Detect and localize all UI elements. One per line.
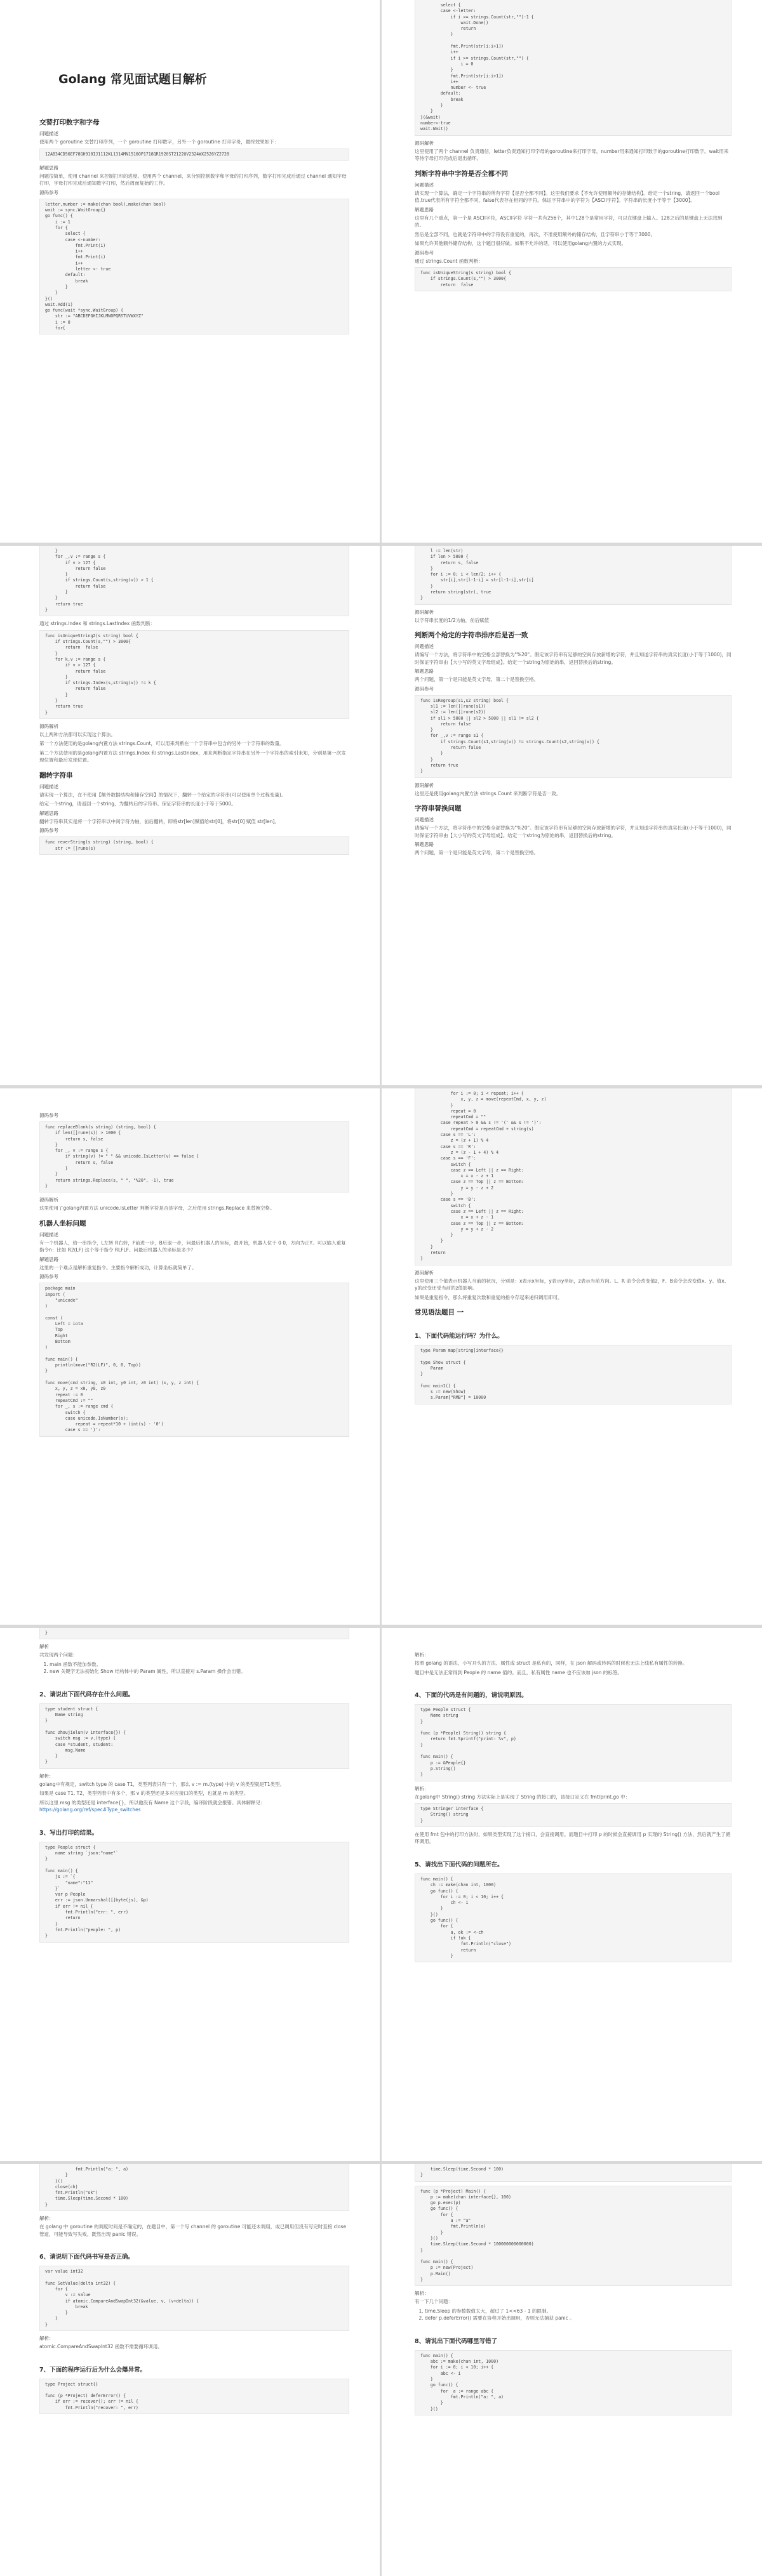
explanation-label: 源码解析 xyxy=(415,1269,434,1276)
code-block: for i := 0; i < repeat; i++ { x, y, z = move(repeatCmd, x, y, z) } repeat = 0 repeatCmd = "" case repeat > 0 && s != '(' && s != ')': repeatCmd = repeatCmd + string(s) case s == 'L': z = (z + 1) % 4 case s == 'R': z = (z - 1 + 4) % 4 case s == 'F': switch { case z == Left || z == Right: x = x - z + 1 case z == Top || z == Bottom: y = y - z + 2 } case s == 'B': switch { case z == Left || z == Right: x = x + z - 1 case z == Top || z == Bottom: y = y + z - 2 } } } return } xyxy=(415,1088,732,1265)
section-title: 判断两个给定的字符串排序后是否一致 xyxy=(415,631,528,640)
page-3 xyxy=(0,546,380,1085)
code-block: } for _,v := range s { if v > 127 { return false } if strings.Count(s,string(v)) > 1 { return false } } return true } xyxy=(39,546,349,616)
question-title: 6、请说明下面代码书写是否正确。 xyxy=(39,2254,135,2261)
explanation-text: 如果是重复指令，那么将重复次数和重复的指令存起来递归调用即可。 xyxy=(415,1294,563,1300)
list-item: 2. new 关键字无法初始化 Show 结构体中的 Param 属性，所以直接对 s.Param 操作会出错。 xyxy=(50,1668,349,1675)
code-block: letter,number := make(chan bool),make(chan bool) wait := sync.WaitGroup{} go func() { i := 1 for { select { case <-number: fmt.Print(i) i++ fmt.Print(i) i++ letter <- true default: break } } }() wait.Add(1) go func(wait *sync.WaitGroup) { str := "ABCDEFGHIJKLMNOPQRSTUVWXYZ" i := 0 for{ xyxy=(39,199,349,335)
explanation-text: 这里使用了golang内置方法 unicode.IsLetter 判断字符是否是字母，之后使用 strings.Replace 来替换空格。 xyxy=(39,1205,275,1212)
explanation-label: 源码解析 xyxy=(415,782,434,788)
code-block: type Param map[string]interface{} type Show struct { Param } func main1() { s := new(Show) s.Param["RMB"] = 10000 xyxy=(415,1345,732,1404)
code-block: func main() { abc := make(chan int, 1000) for i := 0; i < 10; i++ { abc <- i } go func() { for a := range abc { fmt.Println("a: ", a) } }() xyxy=(415,2350,732,2415)
approach-label: 解题思路 xyxy=(39,164,58,171)
page-2 xyxy=(382,0,762,543)
section-title: 机器人坐标问题 xyxy=(39,1219,86,1227)
question-title: 1、下面代码能运行吗？为什么。 xyxy=(415,1333,504,1340)
code-block: fmt.Println("a: ", a) } }() close(ch) fmt.Println("ok") time.Sleep(time.Second * 100) } xyxy=(39,2164,349,2211)
explanation-label: 解析： xyxy=(415,1785,429,1792)
explanation-label: 源码解析 xyxy=(39,1197,58,1203)
explanation-label: 解析： xyxy=(39,2335,54,2342)
code-block: func isUniqueString2(s string) bool { if strings.Count(s,"") > 3000{ return false } for k,v := range s { if v > 127 { return false } if strings.Index(s,string(v)) != k { return false } } return true } xyxy=(39,630,349,719)
page-4 xyxy=(382,546,762,1085)
section-title: 翻转字符串 xyxy=(39,771,73,779)
code-block: var value int32 func SetValue(delta int32) { for { v := value if atomic.CompareAndSwapInt32(&value, v, (v+delta)) { break } } } xyxy=(39,2266,349,2331)
question-label: 问题描述 xyxy=(39,131,58,136)
spec-link[interactable]: https://golang.org/ref/spec#Type_switches xyxy=(39,1807,141,1813)
source-label: 源码参考 xyxy=(415,685,434,692)
question-label: 问题描述 xyxy=(39,783,58,789)
code-block: func isRegroup(s1,s2 string) bool { sl1 := len([]rune(s1)) sl2 := len([]rune(s2)) if sl1 > 5000 || sl2 > 5000 || sl1 != sl2 { return false } for _,v := range s1 { if strings.Count(s1,string(v)) != strings.Count(s2,string(v)) { return false } } return true } xyxy=(415,695,732,778)
source-note: 通过 strings.Count 函数判断： xyxy=(415,258,483,264)
code-block: select { case <-letter: if i >= strings.Count(str,"")-1 { wait.Done() return } fmt.Print(str[i:i+1]) i++ if i >= strings.Count(str,"") { i = 0 } fmt.Print(str[i:i+1]) i++ number <- true default: break } } }(&wait) number<-true wait.Wait() xyxy=(415,0,732,136)
code-block: package main import ( "unicode" ) const ( Left = iota Top Right Bottom ) func main() { println(move("R2(LF)", 0, 0, Top)) } func move(cmd string, x0 int, y0 int, z0 int) (x, y, z int) { x, y, z = x0, y0, z0 repeat := 0 repeatCmd := "" for _, s := range cmd { switch { case unicode.IsNumber(s): repeat = repeat*10 + (int(s) - '0') case s == ')': xyxy=(39,1283,349,1436)
explanation-text: atomic.CompareAndSwapInt32 函数不需要循环调用。 xyxy=(39,2344,163,2350)
page-8 xyxy=(382,1628,762,2161)
explanation-label: 源码解析 xyxy=(415,609,434,615)
explanation-label: 解析 xyxy=(39,1644,49,1650)
explanation-label: 解析： xyxy=(39,1773,54,1779)
explanation-text: 题目中是无法正常得到 People 的 name 值的。而且，私有属性 name 也不应该加 json 的标签。 xyxy=(415,1669,622,1675)
question-text: 给定一个string，请返回一个string，为翻转后的字符串。保证字符串的长度小于等于5000。 xyxy=(39,801,236,807)
source-label: 源码参考 xyxy=(415,249,434,256)
approach-label: 解题思路 xyxy=(415,842,434,848)
code-block: type Project struct{} func (p *Project) deferError() { if err := recover(); err != nil { fmt.Println("recover: ", err) xyxy=(39,2379,349,2414)
explanation-text: 这里还是使用golang内置方法 strings.Count 来判断字符是否一致。 xyxy=(415,790,561,796)
explanation-label: 解析： xyxy=(39,2216,54,2222)
question-text: 使用两个 goroutine 交替打印序列，一个 goroutine 打印数字，另外一个 goroutine 打印字母，最终效果如下： xyxy=(39,139,279,145)
source-label: 源码参考 xyxy=(39,828,58,834)
explanation-text: 在golang中 String() string 方法实际上是实现了 String 的接口的，该接口定义在 fmt/print.go 中： xyxy=(415,1793,631,1800)
list-item: 2. defer p.deferError() 需要在协程开始出调用，否则无法捕获 panic 。 xyxy=(425,2315,732,2322)
explanation-text xyxy=(39,1799,349,1814)
page-5 xyxy=(0,1088,380,1625)
source-label: 源码参考 xyxy=(39,1274,58,1280)
code-block: func isUniqueString(s string) bool { if strings.Count(s,"") > 3000{ return false xyxy=(415,267,732,291)
question-title: 2、请说出下面代码存在什么问题。 xyxy=(39,1691,135,1698)
explanation-text: 在使用 fmt 包中的打印方法时，如果类型实现了这个接口，会直接调用。而题目中打印 p 的时候会直接调用 p 实现的 String() 方法，然后就产生了循环调用。 xyxy=(415,1831,731,1845)
question-label: 问题描述 xyxy=(415,644,434,650)
question-text: 请实现一个算法，确定一个字符串的所有字符【是否全都不同】。这里我们要求【不允许使用额外的存储结构】。给定一个string，请返回一个bool值,true代表所有字符全都不同，false代表存在相同的字符。保证字符串中的字符为【ASCII字符】。字符串的长度小于等于【3000】。 xyxy=(415,190,720,204)
explanation-text: 在 golang 中 goroutine 的调度时间是不确定的，在题目中，第一个写 channel 的 goroutine 可能还未调用，或已调用但没有写完时直接 close 管道，可能导致写失败，既然出现 panic 错误。 xyxy=(39,2224,346,2237)
source-label: 源码参考 xyxy=(39,189,58,195)
page-10 xyxy=(382,2164,762,2576)
list-item: 1. main 函数不能加参数。 xyxy=(50,1661,349,1668)
page-7 xyxy=(0,1628,380,2161)
section-title: 常见语法题目 一 xyxy=(415,1309,464,1317)
code-block: func reverString(s string) (string, bool) { str := []rune(s) xyxy=(39,836,349,855)
code-block: func (p *Project) Main() { p := make(chan interface{}, 100) go p.exec(p) go func() { for { a := "a" fmt.Println(a) } }() time.Sleep(time.Second * 100000000000000) } func main() { p := new(Project) p.Main() } xyxy=(415,2186,732,2287)
approach-text: 然后是全部不同，也就是字符串中的字符没有重复的，再次，不准使用额外的储存结构，且字符串小于等于3000。 xyxy=(415,231,656,237)
explanation-text: 以字符串长度的1/2为轴，前后赋值 xyxy=(415,617,490,623)
explanation-label: 源码解析 xyxy=(415,140,434,146)
code-block: type student struct { Name string } func zhoujielun(v interface{}) { switch msg := v.(type) { case *student, student: msg.Name } } xyxy=(39,1703,349,1769)
question-title: 4、下面的代码是有问题的，请说明原因。 xyxy=(415,1692,528,1699)
page-1 xyxy=(0,0,380,543)
question-title: 5、请找出下面代码的问题所在。 xyxy=(415,1861,504,1868)
approach-text: 这里的一个难点是解析重复指令。主要指令解析成功，计算坐标就简单了。 xyxy=(39,1264,197,1271)
section-title: 交替打印数字和字母 xyxy=(39,119,100,126)
approach-text: 这里有几个重点，第一个是 ASCII字符，ASCII字符 字符一共有256个，其中128个是常用字符，可以在键盘上输入。128之后的是键盘上无法找到的。 xyxy=(415,215,723,228)
approach-text: 问题很简单，使用 channel 来控制打印的进度。使用两个 channel，来分别控制数字和字母的打印序列，数字打印完成后通过 channel 通知字母打印，字母打印完成后通知数字打印，然后周而复始的工作。 xyxy=(39,173,347,187)
code-block: func replaceBlank(s string) (string, bool) { if len([]rune(s)) > 1000 { return s, false } for _, v := range s { if string(v) != " " && unicode.IsLetter(v) == false { return s, false } } return strings.Replace(s, " ", "%20", -1), true } xyxy=(39,1121,349,1192)
page-9 xyxy=(0,2164,380,2576)
question-label: 问题描述 xyxy=(415,182,434,188)
question-text: 请编写一个方法，将字符串中的空格全部替换为"%20"。假定该字符串有足够的空间存放新增的字符，并且知道字符串的真实长度(小于等于1000)，同时保证字符串由【大小写的英文字母组成】。给定一个string为原始的串，返回替换后的string。 xyxy=(415,652,732,665)
explanation-text: 这里使用三个值表示机器人当前的状况，分别是：x表示x坐标，y表示y坐标，z表示当前方向。L、R 命令会改变值z，F、B命令会改变值x、y。值x、y的改变还受当前的z值影响。 xyxy=(415,1278,730,1291)
explanation-text: 这里使用了两个 channel 负责通信，letter负责通知打印字母的goroutine来打印字母，number用来通知打印数字的goroutine打印数字。wait用来等待字母打印完成后退出循环。 xyxy=(415,148,729,162)
explanation-list xyxy=(415,2308,732,2322)
code-block: type People struct { Name string } func (p *People) String() string { return fmt.Sprintf("print: %v", p) } func main() { p := &People{} p.String() } xyxy=(415,1704,732,1781)
code-block: } xyxy=(39,1628,349,1639)
question-label: 问题描述 xyxy=(39,1231,58,1238)
approach-text: 如果允许其他额外储存结构，这个题目很好做。如果不允许的话，可以使用golang内置的方式实现。 xyxy=(415,241,627,247)
approach-label: 解题思路 xyxy=(39,1256,58,1262)
page-6 xyxy=(382,1088,762,1625)
section-title: 判断字符串中字符是否全都不同 xyxy=(415,169,508,178)
question-title: 3、写出打印的结果。 xyxy=(39,1829,98,1837)
explanation-label: 解析： xyxy=(415,2290,429,2297)
question-text: 有一个机器人，给一串指令，L左转 R右转，F前进一步，B后退一步，问最后机器人的坐标，最开始，机器人位于 0 0，方向为正Y。可以输入重复指令n：比如 R2(LF) 这个等于指令 RLFLF。问最后机器人的坐标是多少？ xyxy=(39,1239,346,1253)
explanation-text: 第二个方法使用的是golang内置方法 strings.Index 和 strings.LastIndex，用来判断指定字符串在另外一个字符串的索引未知，分别是第一次发现位置和最后发现位置。 xyxy=(39,750,346,763)
approach-label: 解题思路 xyxy=(39,810,58,816)
approach-label: 解题思路 xyxy=(415,206,434,213)
approach-text: 两个问题，第一个是只能是英文字母，第二个是替换空格。 xyxy=(415,850,538,856)
explanation-text: 第一个方法使用的是golang内置方法 strings.Count，可以用来判断在一个字符串中包含的另外一个字符串的数量。 xyxy=(39,741,284,747)
explanation-text: 以上两种方法都可以实现这个算法。 xyxy=(39,731,116,737)
explanation-text: 有一下几个问题： xyxy=(415,2299,453,2305)
source-note: 通过 strings.Index 和 strings.LastIndex 函数判断： xyxy=(39,621,156,627)
question-label: 问题描述 xyxy=(415,817,434,823)
code-block: l := len(str) if len > 5000 { return s, false } for i := 0; i < len/2; i++ { str[i],str[l-1-i] = str[l-1-i],str[i] } return string(str), true } xyxy=(415,546,732,605)
section-title: 字符串替换问题 xyxy=(415,805,462,813)
code-block: type People struct { name string `json:"name"` } func main() { js := `{ "name":"11" }` var p People err := json.Unmarshal([]byte(js), &p) if err != nil { fmt.Println("err: ", err) return } fmt.Println("people: ", p) } xyxy=(39,1842,349,1943)
code-block: func main() { ch := make(chan int, 1000) go func() { for i := 0; i < 10; i++ { ch <- i } }() go func() { for { a, ok := <-ch if !ok { fmt.Println("close") return } xyxy=(415,1873,732,1962)
explanation-label: 源码解析 xyxy=(39,723,58,729)
code-block: time.Sleep(time.Second * 100) } xyxy=(415,2164,732,2182)
source-label: 源码参考 xyxy=(39,1113,58,1118)
document-title: Golang 常见面试题目解析 xyxy=(58,72,207,86)
approach-text: 翻转字符串其实是将一个字符串以中间字符为轴，前后翻转，即将str[len]赋值给str[0]，将str[0] 赋值 str[len]。 xyxy=(39,818,279,824)
question-title: 7、下面的程序运行后为什么会爆异常。 xyxy=(39,2366,147,2374)
explanation-text: golang中有规定，switch type 的 case T1，类型列表只有一个，那么 v := m.(type) 中的 v 的类型就是T1类型。 xyxy=(39,1781,285,1787)
question-title: 8、请说出下面代码哪里写错了 xyxy=(415,2337,498,2345)
explanation-text: 共发现两个问题： xyxy=(39,1652,77,1658)
question-text: 请编写一个方法，将字符串中的空格全部替换为"%20"。假定该字符串有足够的空间存放新增的字符，并且知道字符串的真实长度(小于等于1000)，同时保证字符串由【大小写的英文字母组成】。给定一个string为原始的串，返回替换后的string。 xyxy=(415,825,732,838)
sample-output: 12AB34CD56EF78GH910IJ1112KL1314MN1516OP1718QR1920ST2122UV2324WX2526YZ2728 xyxy=(39,149,349,161)
approach-text: 两个问题，第一个是只能是英文字母，第二个是替换空格。 xyxy=(415,677,538,683)
code-block: type Stringer interface { String() string } xyxy=(415,1803,732,1827)
explanation-label: 解析： xyxy=(415,1652,429,1658)
approach-label: 解题思路 xyxy=(415,668,434,675)
explanation-list xyxy=(39,1661,349,1675)
explanation-text: 如果是 case T1, T2，类型列表中有多个，那 v 的类型还是多对应接口的类型，也就是 m 的类型。 xyxy=(39,1790,249,1797)
question-text: 请实现一个算法，在不使用【额外数据结构和储存空间】的情况下，翻转一个给定的字符串(可以使用单个过程变量)。 xyxy=(39,791,286,798)
explanation-text-inline: 所以这里 msg 的类型还是 interface{}，所以他没有 Name 这个字段，编译阶段就会报错。具体解释见： xyxy=(39,1799,265,1806)
list-item: 1. time.Sleep 的参数数值太大，超过了 1<<63 - 1 的限制。 xyxy=(425,2308,732,2315)
explanation-text: 按照 golang 的语法，小写开头的方法、属性或 struct 是私有的，同样，在 json 解码或转码的时候也无法上线私有属性的转换。 xyxy=(415,1660,688,1666)
